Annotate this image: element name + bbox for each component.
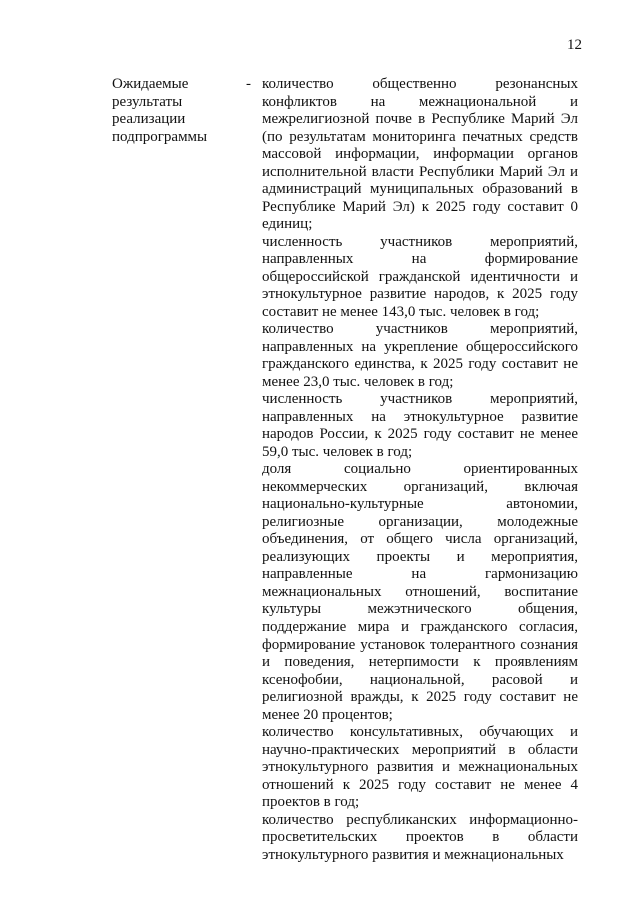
results-list	[262, 76, 578, 864]
result-item-nko-share: доля социально ориентированных некоммерческих организаций, включая национально-культурные автономии, религиозные организации, молодежные объединения, от общего числа организаций, реализующих проекты и мероприятия, направленные на гармонизацию межнациональных отношений, воспитание культуры межэтнического общения, поддержание мира и гражданского согласия, формирование установок толерантного сознания и поведения, нетерпимости к проявлениям ксенофобии, национальной, расовой и религиозной вражды, к 2025 году составит не менее 20 процентов;	[262, 461, 578, 723]
result-item-consultative-events: количество консультативных, обучающих и научно-практических мероприятий в области этнокультурного развития и межнациональных отношений к 2025 году составит не менее 4 проектов в год;	[262, 724, 578, 811]
section-label-line: Ожидаемые	[112, 76, 189, 92]
section-label-line: реализации	[112, 111, 186, 127]
result-item-identity-participants: численность участников мероприятий, направленных на формирование общероссийской гражданской идентичности и этнокультурное развитие народов, к 2025 году составит не менее 143,0 тыс. человек в год;	[262, 233, 578, 320]
result-item-ethnocultural-participants: численность участников мероприятий, направленных на этнокультурное развитие народов России, к 2025 году составит не менее 59,0 тыс. человек в год;	[262, 391, 578, 460]
page-number: 12	[567, 37, 582, 53]
result-item-unity-participants: количество участников мероприятий, направленных на укрепление общероссийского гражданского единства, к 2025 году составит не менее 23,0 тыс. человек в год;	[262, 321, 578, 390]
result-item-info-projects: количество республиканских информационно-просветительских проектов в области этнокультурного развития и межнациональных	[262, 811, 578, 863]
section-label	[112, 76, 242, 146]
section-label-line: результаты	[112, 93, 183, 110]
section-label-line: подпрограммы	[112, 128, 208, 145]
result-item-conflicts: количество общественно резонансных конфликтов на межнациональной и межрелигиозной почве в Республике Марий Эл (по результатам мониторинга печатных средств массовой информации, информации органов исполнительной власти Республики Марий Эл и администраций муниципальных образований в Республике Марий Эл) к 2025 году составит 0 единиц;	[262, 76, 578, 233]
section-dash: -	[246, 76, 251, 92]
